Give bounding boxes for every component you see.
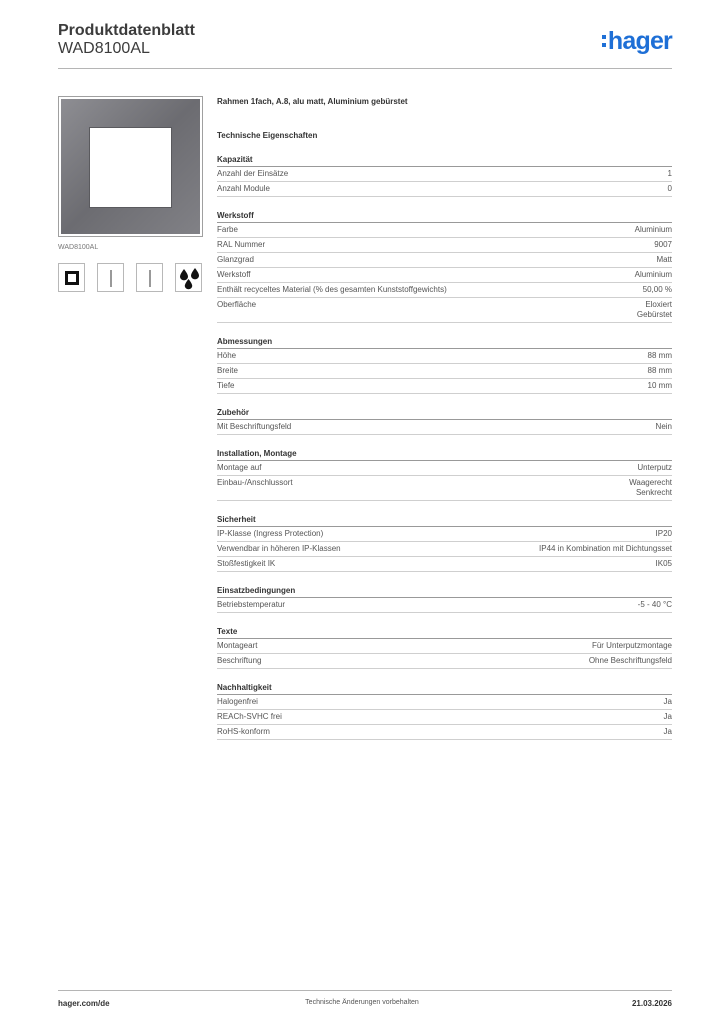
spec-value-line: 10 mm bbox=[647, 381, 672, 390]
spec-row bbox=[217, 253, 672, 268]
spec-value bbox=[664, 712, 672, 722]
spec-label: Montage auf bbox=[217, 463, 262, 472]
spec-label: Oberfläche bbox=[217, 300, 257, 309]
spec-row bbox=[217, 223, 672, 238]
header-divider bbox=[58, 68, 672, 69]
spec-label: Anzahl der Einsätze bbox=[217, 169, 289, 178]
spec-value bbox=[635, 225, 672, 235]
spec-row bbox=[217, 182, 672, 197]
spec-value bbox=[648, 366, 672, 376]
footer-notice: Technische Änderungen vorbehalten bbox=[305, 999, 419, 1006]
spec-label: RAL Nummer bbox=[217, 240, 266, 249]
spec-value-line: -5 - 40 °C bbox=[637, 600, 672, 609]
spec-label: REACh-SVHC frei bbox=[217, 712, 282, 721]
product-description: Rahmen 1fach, A.8, alu matt, Aluminium gebürstet bbox=[217, 97, 408, 106]
spec-section bbox=[217, 449, 672, 501]
product-image-caption: WAD8100AL bbox=[58, 244, 99, 251]
spec-value bbox=[637, 300, 672, 320]
spec-section bbox=[217, 337, 672, 394]
spec-row bbox=[217, 298, 672, 323]
spec-label: Betriebstemperatur bbox=[217, 600, 286, 609]
spec-section bbox=[217, 515, 672, 572]
spec-value-line: Waagerecht bbox=[629, 478, 672, 487]
water-drops-icon bbox=[175, 263, 202, 292]
spec-value bbox=[629, 478, 672, 498]
product-details bbox=[217, 96, 672, 740]
spec-value-line: Senkrecht bbox=[635, 488, 672, 497]
spec-row bbox=[217, 420, 672, 435]
document-title: Produktdatenblatt bbox=[58, 22, 195, 39]
spec-value-line: Für Unterputzmontage bbox=[591, 641, 672, 650]
vertical-mount-icon bbox=[97, 263, 124, 292]
frame-1fach-icon bbox=[58, 263, 85, 292]
spec-label: Beschriftung bbox=[217, 656, 262, 665]
spec-row bbox=[217, 283, 672, 298]
spec-section bbox=[217, 683, 672, 740]
spec-row bbox=[217, 725, 672, 740]
spec-value-line: IK05 bbox=[655, 559, 672, 568]
document-header bbox=[58, 22, 195, 58]
spec-value bbox=[648, 381, 672, 391]
frame-illustration bbox=[61, 99, 200, 234]
spec-label: Enthält recyceltes Material (% des gesamten Kunststoffgewichts) bbox=[217, 285, 447, 294]
spec-value-line: 1 bbox=[667, 169, 672, 178]
spec-label: Glanzgrad bbox=[217, 255, 254, 264]
spec-value bbox=[539, 544, 672, 554]
spec-value bbox=[656, 255, 672, 265]
hager-logo bbox=[602, 28, 672, 54]
spec-value bbox=[643, 285, 672, 295]
spec-label: Halogenfrei bbox=[217, 697, 258, 706]
product-code: WAD8100AL bbox=[58, 40, 150, 57]
spec-section bbox=[217, 627, 672, 669]
spec-section bbox=[217, 211, 672, 323]
spec-row bbox=[217, 268, 672, 283]
vertical-mount-alt-icon bbox=[136, 263, 163, 292]
spec-label: Montageart bbox=[217, 641, 258, 650]
section-title: Abmessungen bbox=[217, 337, 672, 349]
spec-value-line: Ja bbox=[663, 697, 672, 706]
spec-value bbox=[664, 697, 672, 707]
spec-row bbox=[217, 167, 672, 182]
spec-value-line: Ja bbox=[663, 727, 672, 736]
spec-value bbox=[656, 559, 672, 569]
spec-label: Werkstoff bbox=[217, 270, 251, 279]
frame-opening bbox=[89, 127, 172, 208]
spec-sections bbox=[217, 155, 672, 740]
product-image bbox=[58, 96, 203, 237]
spec-value-line: 50,00 % bbox=[642, 285, 672, 294]
spec-row bbox=[217, 238, 672, 253]
spec-label: Farbe bbox=[217, 225, 238, 234]
spec-row bbox=[217, 527, 672, 542]
section-title: Werkstoff bbox=[217, 211, 672, 223]
spec-label: Mit Beschriftungsfeld bbox=[217, 422, 292, 431]
spec-value bbox=[592, 641, 672, 651]
spec-label: Breite bbox=[217, 366, 238, 375]
spec-value-line: 9007 bbox=[654, 240, 672, 249]
spec-value bbox=[664, 727, 672, 737]
spec-value-line: Gebürstet bbox=[636, 310, 672, 319]
spec-value-line: 0 bbox=[667, 184, 672, 193]
spec-value bbox=[668, 184, 672, 194]
spec-label: Höhe bbox=[217, 351, 237, 360]
section-title: Einsatzbedingungen bbox=[217, 586, 672, 598]
section-title: Nachhaltigkeit bbox=[217, 683, 672, 695]
spec-label: Stoßfestigkeit IK bbox=[217, 559, 276, 568]
spec-value bbox=[656, 422, 672, 432]
logo-colon-icon bbox=[602, 33, 606, 49]
feature-icons bbox=[58, 263, 214, 292]
spec-section bbox=[217, 155, 672, 197]
spec-value bbox=[648, 351, 672, 361]
spec-row bbox=[217, 639, 672, 654]
spec-value bbox=[668, 169, 672, 179]
spec-row bbox=[217, 542, 672, 557]
spec-row bbox=[217, 476, 672, 501]
section-title: Zubehör bbox=[217, 408, 672, 420]
spec-row bbox=[217, 710, 672, 725]
spec-value bbox=[637, 463, 672, 473]
spec-section bbox=[217, 408, 672, 435]
spec-value-line: Aluminium bbox=[634, 270, 672, 279]
spec-value bbox=[589, 656, 672, 666]
section-title: Kapazität bbox=[217, 155, 672, 167]
spec-value-line: IP20 bbox=[655, 529, 672, 538]
spec-label: IP-Klasse (Ingress Protection) bbox=[217, 529, 324, 538]
spec-value-line: Unterputz bbox=[637, 463, 672, 472]
spec-value-line: Nein bbox=[655, 422, 672, 431]
section-title: Texte bbox=[217, 627, 672, 639]
spec-label: Tiefe bbox=[217, 381, 235, 390]
spec-label: Anzahl Module bbox=[217, 184, 270, 193]
footer-divider bbox=[58, 990, 672, 991]
spec-label: Einbau-/Anschlussort bbox=[217, 478, 293, 487]
spec-value-line: IP44 in Kombination mit Dichtungsset bbox=[539, 544, 672, 553]
spec-row bbox=[217, 695, 672, 710]
section-title: Installation, Montage bbox=[217, 449, 672, 461]
spec-row bbox=[217, 379, 672, 394]
spec-value-line: Matt bbox=[656, 255, 672, 264]
spec-row bbox=[217, 557, 672, 572]
spec-section bbox=[217, 586, 672, 613]
spec-value-line: Aluminium bbox=[634, 225, 672, 234]
spec-value bbox=[635, 270, 672, 280]
spec-value-line: 88 mm bbox=[647, 366, 672, 375]
spec-row bbox=[217, 654, 672, 669]
spec-value-line: Ja bbox=[663, 712, 672, 721]
spec-value-line: 88 mm bbox=[647, 351, 672, 360]
spec-row bbox=[217, 364, 672, 379]
spec-value bbox=[656, 529, 672, 539]
technical-properties-heading: Technische Eigenschaften bbox=[217, 131, 318, 140]
footer-website[interactable]: hager.com/de bbox=[58, 999, 110, 1008]
spec-value bbox=[654, 240, 672, 250]
spec-row bbox=[217, 598, 672, 613]
spec-value-line: Ohne Beschriftungsfeld bbox=[588, 656, 672, 665]
footer-date: 21.03.2026 bbox=[631, 999, 672, 1008]
spec-value bbox=[638, 600, 672, 610]
spec-row bbox=[217, 349, 672, 364]
spec-value-line: Eloxiert bbox=[645, 300, 672, 309]
spec-label: RoHS-konform bbox=[217, 727, 270, 736]
spec-row bbox=[217, 461, 672, 476]
logo-text: hager bbox=[607, 27, 672, 55]
spec-label: Verwendbar in höheren IP-Klassen bbox=[217, 544, 341, 553]
section-title: Sicherheit bbox=[217, 515, 672, 527]
